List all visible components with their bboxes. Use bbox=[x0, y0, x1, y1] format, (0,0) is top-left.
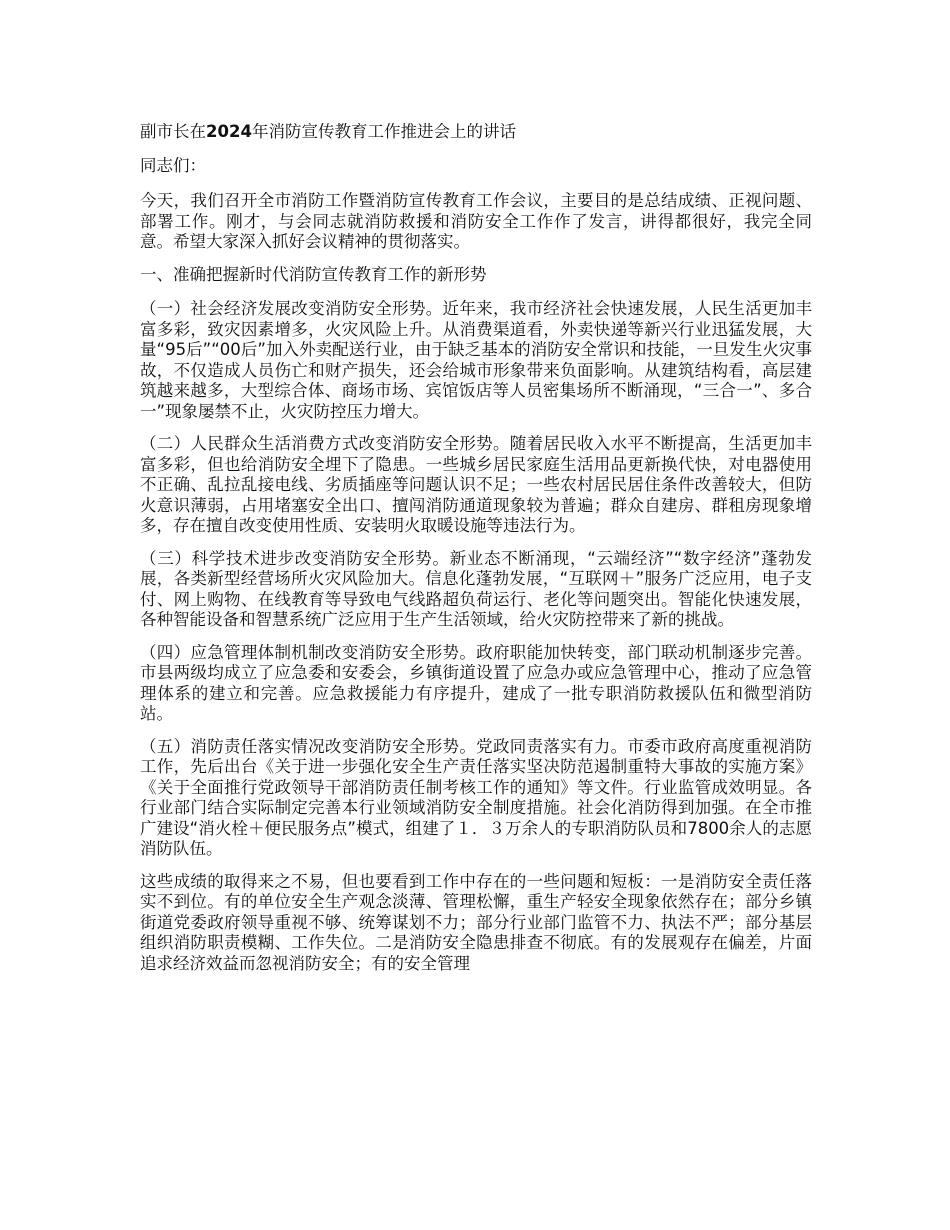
paragraph-item-3: （三）科学技术进步改变消防安全形势。新业态不断涌现，“云端经济”“数字经济”蓬勃发展，各类新型经营场所火灾风险加大。信息化蓬勃发展，“互联网＋”服务广泛应用，电子支付、网上购物、在线教育等导致电气线路超负荷运行、老化等问题突出。智能化快速发展，各种智能设备和智慧系统广泛应用于生产生活领域，给火灾防控带来了新的挑战。 bbox=[140, 548, 812, 629]
paragraph-item-2: （二）人民群众生活消费方式改变消防安全形势。随着居民收入水平不断提高，生活更加丰富多彩，但也给消防安全埋下了隐患。一些城乡居民家庭生活用品更新换代快，对电器使用不正确、乱拉乱接电线、劣质插座等问题认识不足；一些农村居民居住条件改善较大，但防火意识薄弱，占用堵塞安全出口、擅闯消防通道现象较为普遍；群众自建房、群租房现象增多，存在擅自改变使用性质、安装明火取暖设施等违法行为。 bbox=[140, 434, 812, 535]
paragraph-item-5: （五）消防责任落实情况改变消防安全形势。党政同责落实有力。市委市政府高度重视消防工作，先后出台《关于进一步强化安全生产责任落实坚决防范遏制重特大事故的实施方案》《关于全面推行党政领导干部消防责任制考核工作的通知》等文件。行业监管成效明显。各行业部门结合实际制定完善本行业领域消防安全制度措施。社会化消防得到加强。在全市推广建设“消火栓＋便民服务点”模式，组建了１．３万余人的专职消防队员和7800余人的志愿消防队伍。 bbox=[140, 736, 812, 858]
section-heading-1: 一、准确把握新时代消防宣传教育工作的新形势 bbox=[140, 264, 487, 284]
paragraph-item-4: （四）应急管理体制机制改变消防安全形势。政府职能加快转变，部门联动机制逐步完善。市县两级均成立了应急委和安委会，乡镇街道设置了应急办或应急管理中心，推动了应急管理体系的建立和完善。应急救援能力有序提升，建成了一批专职消防救援队伍和微型消防站。 bbox=[140, 642, 812, 723]
title-text: 副市长在2024年消防宣传教育工作推进会上的讲话 bbox=[140, 122, 516, 141]
document-page bbox=[140, 122, 812, 986]
paragraph-intro: 今天，我们召开全市消防工作暨消防宣传教育工作会议，主要目的是总结成绩、正视问题、部署工作。刚才，与会同志就消防救援和消防安全工作作了发言，讲得都很好，我完全同意。希望大家深入抓好会议精神的贯彻落实。 bbox=[140, 191, 812, 251]
document-title bbox=[140, 122, 812, 143]
paragraph-problems: 这些成绩的取得来之不易，但也要看到工作中存在的一些问题和短板：一是消防安全责任落实不到位。有的单位安全生产观念淡薄、管理松懈，重生产轻安全现象依然存在；部分乡镇街道党委政府领导重视不够、统筹谋划不力；部分行业部门监管不力、执法不严；部分基层组织消防职责模糊、工作失位。二是消防安全隐患排查不彻底。有的发展观存在偏差，片面追求经济效益而忽视消防安全；有的安全管理 bbox=[140, 871, 812, 973]
paragraph-item-1: （一）社会经济发展改变消防安全形势。近年来，我市经济社会快速发展，人民生活更加丰富多彩，致灾因素增多，火灾风险上升。从消费渠道看，外卖快递等新兴行业迅猛发展，大量“95后”“00后”加入外卖配送行业，由于缺乏基本的消防安全常识和技能，一旦发生火灾事故，不仅造成人员伤亡和财产损失，还会给城市形象带来负面影响。从建筑结构看，高层建筑越来越多，大型综合体、商场市场、宾馆饭店等人员密集场所不断涌现，“三合一”、多合一”现象屡禁不止，火灾防控压力增大。 bbox=[140, 299, 812, 421]
greeting: 同志们： bbox=[140, 155, 206, 175]
